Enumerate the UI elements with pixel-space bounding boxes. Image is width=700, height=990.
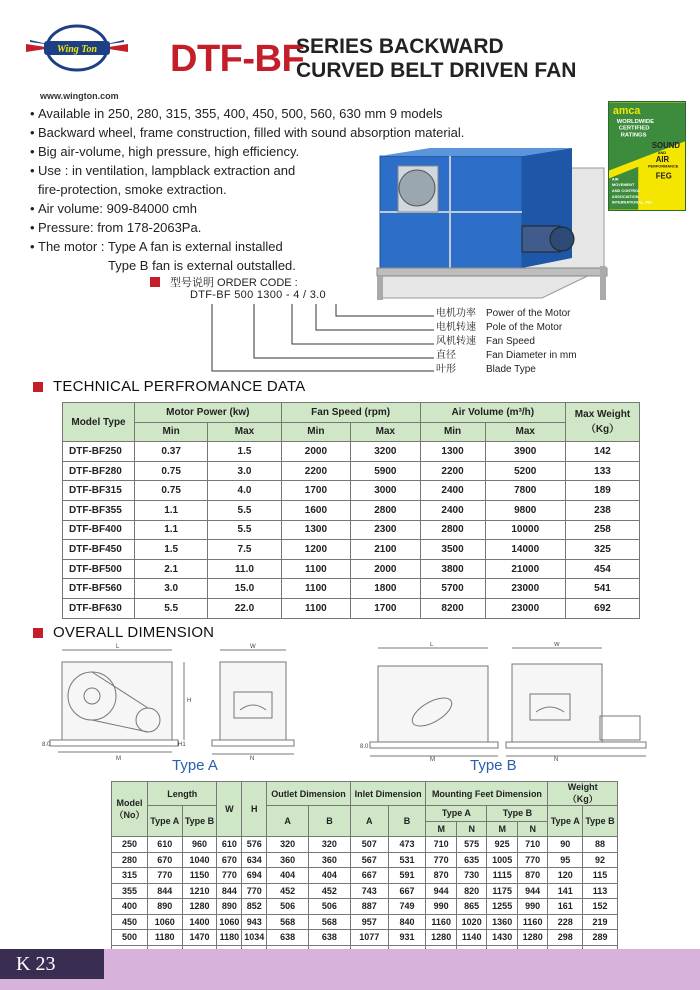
feature-item: • Use : in ventilation, lampblack extraction and <box>30 161 510 180</box>
table-row <box>112 837 618 853</box>
table-cell: 1700 <box>351 598 420 618</box>
col-max: Max <box>351 422 420 442</box>
svg-text:8.0: 8.0 <box>360 744 369 750</box>
col-weight-type-a: Type A <box>548 806 583 837</box>
type-a-front-view <box>220 662 286 740</box>
type-a-label: Type A <box>172 757 218 774</box>
table-cell: 506 <box>309 899 351 915</box>
table-cell: 355 <box>112 883 148 899</box>
table-cell: 667 <box>350 868 388 884</box>
table-cell: 133 <box>566 461 640 481</box>
table-cell: 1060 <box>148 914 183 930</box>
feature-item: fire-protection, smoke extraction. <box>38 182 227 197</box>
table-row <box>63 540 640 560</box>
table-cell: 113 <box>583 883 618 899</box>
table-cell: 5700 <box>420 579 485 599</box>
table-cell: 1600 <box>281 500 350 520</box>
table-cell: 1400 <box>182 914 217 930</box>
table-cell: 1.5 <box>135 540 208 560</box>
table-cell: 0.37 <box>135 442 208 462</box>
table-cell: 11.0 <box>208 559 281 579</box>
table-cell: 890 <box>217 899 242 915</box>
svg-text:CERTIFIED: CERTIFIED <box>618 125 650 132</box>
table-cell: DTF-BF500 <box>63 559 135 579</box>
table-cell: 454 <box>566 559 640 579</box>
perf-section-heading: TECHNICAL PERFROMANCE DATA <box>33 378 305 395</box>
table-cell: 990 <box>517 899 548 915</box>
table-cell: 8200 <box>420 598 485 618</box>
col-air-volume: Air Volume (m³/h) <box>420 403 565 423</box>
svg-text:RATINGS: RATINGS <box>620 132 647 139</box>
table-cell: 1280 <box>182 899 217 915</box>
table-cell: 1040 <box>182 852 217 868</box>
table-cell: 2200 <box>420 461 485 481</box>
svg-text:L: L <box>430 642 434 648</box>
col-outlet: Outlet Dimension <box>267 782 351 806</box>
col-weight-type-b: Type B <box>583 806 618 837</box>
table-cell: 770 <box>426 852 457 868</box>
table-cell: 1077 <box>350 930 388 946</box>
table-cell: 95 <box>548 852 583 868</box>
type-b-side-view <box>378 666 488 742</box>
table-cell: 1800 <box>351 579 420 599</box>
table-cell: 770 <box>148 868 183 884</box>
table-row <box>63 598 640 618</box>
table-cell: 1.1 <box>135 500 208 520</box>
table-cell: 2400 <box>420 481 485 501</box>
table-cell: 852 <box>242 899 267 915</box>
table-cell: 1115 <box>487 868 518 884</box>
feature-item: • Available in 250, 280, 315, 355, 400, 450, 500, 560, 630 mm 9 models <box>30 104 510 123</box>
table-cell: 500 <box>112 930 148 946</box>
table-cell: 507 <box>350 837 388 853</box>
table-cell: 1150 <box>182 868 217 884</box>
table-cell: 3.0 <box>208 461 281 481</box>
table-cell: 10000 <box>485 520 566 540</box>
table-cell: 840 <box>388 914 426 930</box>
table-cell: 1.5 <box>208 442 281 462</box>
table-cell: 15.0 <box>208 579 281 599</box>
table-cell: DTF-BF630 <box>63 598 135 618</box>
feature-item: • Backward wheel, frame construction, filled with sound absorption material. <box>30 123 510 142</box>
table-cell: 5200 <box>485 461 566 481</box>
table-cell: 890 <box>148 899 183 915</box>
table-cell: 1175 <box>487 883 518 899</box>
performance-table <box>62 402 640 619</box>
feature-item: Type B fan is external outstalled. <box>108 258 296 273</box>
table-cell: 1140 <box>456 930 487 946</box>
table-cell: 5.5 <box>208 500 281 520</box>
table-cell: 1020 <box>456 914 487 930</box>
table-cell: 870 <box>517 868 548 884</box>
table-cell: 161 <box>548 899 583 915</box>
table-cell: 219 <box>583 914 618 930</box>
table-row <box>112 883 618 899</box>
table-cell: 568 <box>309 914 351 930</box>
table-cell: DTF-BF560 <box>63 579 135 599</box>
table-cell: 743 <box>350 883 388 899</box>
table-cell: DTF-BF280 <box>63 461 135 481</box>
table-cell: 1255 <box>487 899 518 915</box>
col-a: A <box>267 806 309 837</box>
table-cell: 3800 <box>420 559 485 579</box>
col-b: B <box>309 806 351 837</box>
svg-text:MOVEMENT: MOVEMENT <box>611 182 635 188</box>
table-cell: 1180 <box>217 930 242 946</box>
table-cell: 9800 <box>485 500 566 520</box>
svg-text:AND: AND <box>657 150 667 156</box>
table-cell: 1360 <box>487 914 518 930</box>
dimension-table <box>111 781 618 977</box>
table-cell: 2000 <box>351 559 420 579</box>
col-model: Model （No） <box>112 782 148 837</box>
table-cell: 450 <box>112 914 148 930</box>
table-cell: 1.1 <box>135 520 208 540</box>
col-motor-power: Motor Power (kw) <box>135 403 282 423</box>
table-cell: 1100 <box>281 598 350 618</box>
table-row <box>63 559 640 579</box>
table-cell: 820 <box>456 883 487 899</box>
page-title: DTF-BF <box>170 38 305 80</box>
col-min: Min <box>420 422 485 442</box>
svg-text:L: L <box>116 644 120 650</box>
table-cell: 152 <box>583 899 618 915</box>
wing-ton-logo <box>22 20 132 90</box>
table-cell: 638 <box>267 930 309 946</box>
table-cell: DTF-BF315 <box>63 481 135 501</box>
table-cell: 2.1 <box>135 559 208 579</box>
table-cell: 1005 <box>487 852 518 868</box>
table-cell: 189 <box>566 481 640 501</box>
table-row <box>112 868 618 884</box>
subtitle-line-1: SERIES BACKWARD <box>296 35 504 58</box>
col-length: Length <box>148 782 217 806</box>
table-row <box>63 481 640 501</box>
table-cell: 404 <box>309 868 351 884</box>
order-code-value: DTF-BF 500 1300 - 4 / 3.0 <box>190 289 326 301</box>
table-cell: 320 <box>267 837 309 853</box>
svg-text:AIR: AIR <box>655 154 670 164</box>
table-cell: 3000 <box>351 481 420 501</box>
table-cell: 90 <box>548 837 583 853</box>
svg-text:SOUND: SOUND <box>651 141 680 151</box>
table-cell: 5.5 <box>135 598 208 618</box>
table-cell: 2800 <box>420 520 485 540</box>
table-cell: 1430 <box>487 930 518 946</box>
table-cell: 638 <box>309 930 351 946</box>
col-min: Min <box>135 422 208 442</box>
legend-item: 风机转速 Fan Speed <box>436 336 535 347</box>
svg-text:INTERNATIONAL, INC.: INTERNATIONAL, INC. <box>611 199 654 205</box>
table-cell: 120 <box>548 868 583 884</box>
table-cell: 710 <box>517 837 548 853</box>
table-cell: 865 <box>456 899 487 915</box>
table-cell: 1160 <box>426 914 457 930</box>
table-cell: 541 <box>566 579 640 599</box>
col-type-b: Type B <box>182 806 217 837</box>
svg-text:8.0: 8.0 <box>42 742 51 748</box>
table-cell: 142 <box>566 442 640 462</box>
table-cell: 531 <box>388 852 426 868</box>
table-cell: 0.75 <box>135 481 208 501</box>
table-cell: 576 <box>242 837 267 853</box>
table-cell: 1100 <box>281 559 350 579</box>
table-cell: 944 <box>517 883 548 899</box>
table-cell: 887 <box>350 899 388 915</box>
col-type-a: Type A <box>148 806 183 837</box>
table-cell: 770 <box>517 852 548 868</box>
feature-item: • Pressure: from 178-2063Pa. <box>30 218 510 237</box>
section-marker <box>33 628 43 638</box>
table-cell: 1300 <box>420 442 485 462</box>
table-cell: 400 <box>112 899 148 915</box>
svg-text:H1: H1 <box>178 742 186 748</box>
table-cell: 943 <box>242 914 267 930</box>
table-cell: 3900 <box>485 442 566 462</box>
type-a-side-view <box>62 662 172 740</box>
table-row <box>63 500 640 520</box>
table-cell: 258 <box>566 520 640 540</box>
table-cell: 1160 <box>517 914 548 930</box>
table-cell: 710 <box>426 837 457 853</box>
svg-text:H: H <box>187 698 192 704</box>
col-fan-speed: Fan Speed (rpm) <box>281 403 420 423</box>
table-cell: 944 <box>426 883 457 899</box>
table-cell: 844 <box>217 883 242 899</box>
table-row <box>112 914 618 930</box>
table-cell: 960 <box>182 837 217 853</box>
table-cell: DTF-BF450 <box>63 540 135 560</box>
table-cell: 21000 <box>485 559 566 579</box>
logo-text: Wing Ton <box>56 44 98 55</box>
table-cell: 14000 <box>485 540 566 560</box>
col-n: N <box>456 821 487 837</box>
table-cell: 7.5 <box>208 540 281 560</box>
table-cell: 1280 <box>426 930 457 946</box>
table-cell: 770 <box>242 883 267 899</box>
feature-item: • Big air-volume, high pressure, high efficiency. <box>30 142 510 161</box>
table-cell: 575 <box>456 837 487 853</box>
table-cell: 990 <box>426 899 457 915</box>
table-cell: 2200 <box>281 461 350 481</box>
svg-text:ASSOCIATION: ASSOCIATION <box>611 193 639 199</box>
col-max: Max <box>208 422 281 442</box>
table-cell: 568 <box>267 914 309 930</box>
table-cell: 92 <box>583 852 618 868</box>
col-m: M <box>426 821 457 837</box>
table-cell: 250 <box>112 837 148 853</box>
table-cell: 289 <box>583 930 618 946</box>
table-cell: 591 <box>388 868 426 884</box>
col-model-type: Model Type <box>63 403 135 442</box>
table-cell: 2400 <box>420 500 485 520</box>
table-cell: 320 <box>309 837 351 853</box>
table-cell: 0.75 <box>135 461 208 481</box>
table-row <box>63 442 640 462</box>
svg-text:PERFORMANCE: PERFORMANCE <box>647 163 679 169</box>
section-marker <box>33 382 43 392</box>
subtitle-line-2: CURVED BELT DRIVEN FAN <box>296 59 577 82</box>
table-cell: 1100 <box>281 579 350 599</box>
table-cell: 730 <box>456 868 487 884</box>
table-cell: 1200 <box>281 540 350 560</box>
table-row <box>63 461 640 481</box>
dim-section-heading: OVERALL DIMENSION <box>33 624 214 641</box>
table-cell: 280 <box>112 852 148 868</box>
feature-item: • The motor : Type A fan is external installed <box>30 237 510 256</box>
table-cell: 360 <box>267 852 309 868</box>
table-cell: 1470 <box>182 930 217 946</box>
table-cell: 1180 <box>148 930 183 946</box>
table-cell: 667 <box>388 883 426 899</box>
table-cell: 670 <box>148 852 183 868</box>
svg-text:M: M <box>430 757 435 762</box>
table-cell: 22.0 <box>208 598 281 618</box>
table-cell: 3200 <box>351 442 420 462</box>
table-cell: 749 <box>388 899 426 915</box>
page-subtitle <box>296 35 576 83</box>
table-cell: 610 <box>148 837 183 853</box>
svg-text:WORLDWIDE: WORLDWIDE <box>616 118 655 125</box>
table-cell: 635 <box>456 852 487 868</box>
table-cell: 5.5 <box>208 520 281 540</box>
col-h: H <box>242 782 267 837</box>
order-code-legend <box>436 307 577 377</box>
table-cell: 3.0 <box>135 579 208 599</box>
table-cell: 610 <box>217 837 242 853</box>
table-row <box>112 899 618 915</box>
table-cell: 115 <box>583 868 618 884</box>
table-cell: 1280 <box>517 930 548 946</box>
table-cell: 925 <box>487 837 518 853</box>
svg-text:N: N <box>554 757 559 762</box>
col-min: Min <box>281 422 350 442</box>
table-cell: 23000 <box>485 579 566 599</box>
svg-text:FEG: FEG <box>655 171 672 181</box>
col-max: Max <box>485 422 566 442</box>
table-cell: 238 <box>566 500 640 520</box>
table-cell: 844 <box>148 883 183 899</box>
legend-item: 电机转速 Pole of the Motor <box>436 322 563 333</box>
col-b: B <box>388 806 426 837</box>
svg-text:M: M <box>116 756 121 762</box>
table-cell: 325 <box>566 540 640 560</box>
col-weight: Weight （Kg） <box>548 782 618 806</box>
table-cell: 1210 <box>182 883 217 899</box>
legend-item: 叶形 Blade Type <box>436 364 536 375</box>
table-cell: 2000 <box>281 442 350 462</box>
table-cell: 315 <box>112 868 148 884</box>
amca-certification-badge <box>608 101 686 211</box>
col-type-b-mn: Type B <box>487 806 548 822</box>
svg-text:amca: amca <box>612 105 641 118</box>
table-row <box>63 520 640 540</box>
col-n: N <box>517 821 548 837</box>
col-max-weight: Max Weight （Kg） <box>566 403 640 442</box>
col-m: M <box>487 821 518 837</box>
table-cell: DTF-BF400 <box>63 520 135 540</box>
table-cell: 634 <box>242 852 267 868</box>
table-cell: 4.0 <box>208 481 281 501</box>
legend-item: 电机功率 Power of the Motor <box>436 308 571 319</box>
table-cell: 694 <box>242 868 267 884</box>
table-cell: 931 <box>388 930 426 946</box>
table-cell: 2100 <box>351 540 420 560</box>
table-row <box>112 930 618 946</box>
type-b-front-view <box>512 664 602 742</box>
dimension-drawings <box>40 642 660 762</box>
order-code-marker <box>150 277 160 287</box>
type-b-label: Type B <box>470 757 517 774</box>
table-cell: DTF-BF355 <box>63 500 135 520</box>
table-cell: 1060 <box>217 914 242 930</box>
table-cell: 1700 <box>281 481 350 501</box>
table-cell: 692 <box>566 598 640 618</box>
legend-item: 直径 Fan Diameter in mm <box>436 350 577 361</box>
feature-item: • Air volume: 909-84000 cmh <box>30 199 510 218</box>
table-cell: 360 <box>309 852 351 868</box>
table-cell: 2300 <box>351 520 420 540</box>
table-cell: 1300 <box>281 520 350 540</box>
col-w: W <box>217 782 242 837</box>
svg-text:AND CONTROL: AND CONTROL <box>611 188 641 194</box>
table-row <box>63 579 640 599</box>
table-cell: 870 <box>426 868 457 884</box>
table-cell: 5900 <box>351 461 420 481</box>
col-a: A <box>350 806 388 837</box>
table-cell: 452 <box>267 883 309 899</box>
page-number: K 23 <box>0 949 104 979</box>
table-cell: 452 <box>309 883 351 899</box>
table-row <box>112 852 618 868</box>
table-cell: 7800 <box>485 481 566 501</box>
table-cell: 670 <box>217 852 242 868</box>
svg-text:AIR: AIR <box>611 176 619 182</box>
website-url[interactable]: www.wington.com <box>40 91 119 101</box>
table-cell: 506 <box>267 899 309 915</box>
table-cell: 770 <box>217 868 242 884</box>
table-cell: 567 <box>350 852 388 868</box>
svg-text:N: N <box>250 756 255 762</box>
footer-band <box>0 949 700 990</box>
table-cell: 2800 <box>351 500 420 520</box>
table-cell: 1034 <box>242 930 267 946</box>
table-cell: 404 <box>267 868 309 884</box>
table-cell: 88 <box>583 837 618 853</box>
table-cell: 3500 <box>420 540 485 560</box>
svg-text:W: W <box>250 644 256 650</box>
table-cell: 473 <box>388 837 426 853</box>
table-cell: DTF-BF250 <box>63 442 135 462</box>
order-code-label: 型号说明 ORDER CODE : <box>170 277 298 289</box>
table-cell: 957 <box>350 914 388 930</box>
col-mounting-feet: Mounting Feet Dimension <box>426 782 548 806</box>
col-type-a-mn: Type A <box>426 806 487 822</box>
table-cell: 141 <box>548 883 583 899</box>
table-cell: 228 <box>548 914 583 930</box>
svg-text:W: W <box>554 642 560 648</box>
table-cell: 23000 <box>485 598 566 618</box>
col-inlet: Inlet Dimension <box>350 782 426 806</box>
order-code-block <box>150 274 610 384</box>
table-cell: 298 <box>548 930 583 946</box>
